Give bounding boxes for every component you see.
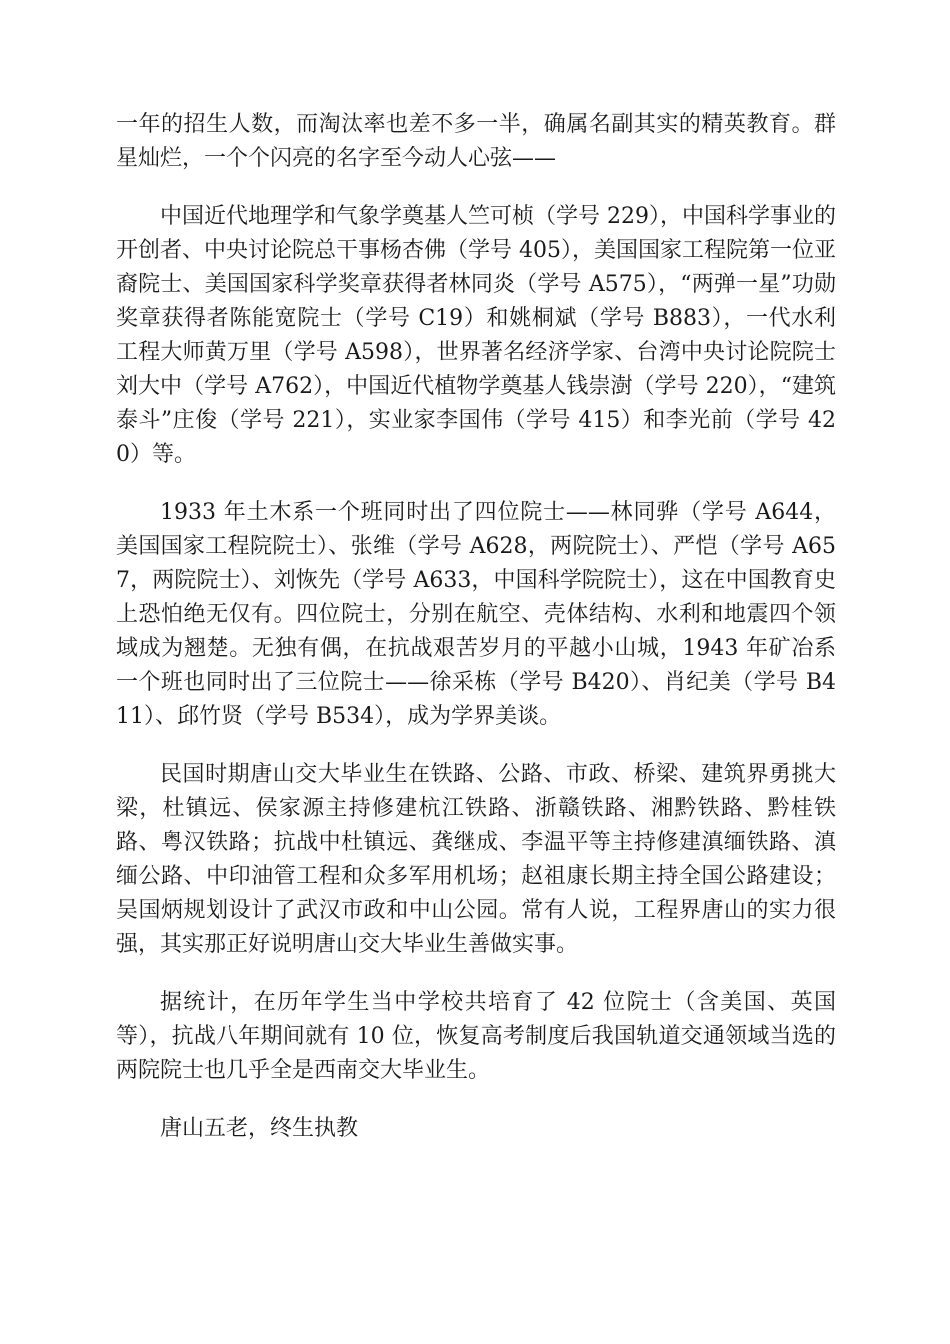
document-body: [116, 108, 836, 1170]
paragraph-notable-alumni: 中国近代地理学和气象学奠基人竺可桢（学号 229），中国科学事业的开创者、中央讨论院总干事杨杏佛（学号 405），美国国家工程院第一位亚裔院士、美国国家科学奖章获得者林同炎（学号 A575），“两弹一星”功勋奖章获得者陈能宽院士（学号 C19）和姚桐斌（学号 B883），一代水利工程大师黄万里（学号 A598），世界著名经济学家、台湾中央讨论院院士刘大中（学号 A762），中国近代植物学奠基人钱崇澍（学号 220），“建筑泰斗”庄俊（学号 221），实业家李国伟（学号 415）和李光前（学号 420）等。: [116, 204, 836, 467]
paragraph-continuation: 一年的招生人数，而淘汰率也差不多一半，确属名副其实的精英教育。群星灿烂，一个个闪亮的名字至今动人心弦——: [116, 112, 836, 171]
paragraph-academician-statistics: 据统计，在历年学生当中学校共培育了 42 位院士（含美国、英国等），抗战八年期间就有 10 位，恢复高考制度后我国轨道交通领域当选的两院院士也几乎全是西南交大毕业生。: [116, 990, 836, 1083]
section-heading: 唐山五老，终生执教: [160, 1116, 359, 1141]
paragraph-engineering-graduates: 民国时期唐山交大毕业生在铁路、公路、市政、桥梁、建筑界勇挑大梁，杜镇远、侯家源主持修建杭江铁路、浙赣铁路、湘黔铁路、黔桂铁路、粤汉铁路；抗战中杜镇远、龚继成、李温平等主持修建滇缅铁路、滇缅公路、中印油管工程和众多军用机场；赵祖康长期主持全国公路建设；吴国炳规划设计了武汉市政和中山公园。常有人说，工程界唐山的实力很强，其实那正好说明唐山交大毕业生善做实事。: [116, 762, 836, 957]
paragraph-1933-civil-class: 1933 年土木系一个班同时出了四位院士——林同骅（学号 A644，美国国家工程院院士）、张维（学号 A628，两院院士）、严恺（学号 A657，两院院士）、刘恢先（学号 A633，中国科学院院士），这在中国教育史上恐怕绝无仅有。四位院士，分别在航空、壳体结构、水利和地震四个领域成为翘楚。无独有偶，在抗战艰苦岁月的平越小山城，1943 年矿冶系一个班也同时出了三位院士——徐采栋（学号 B420）、肖纪美（学号 B411）、邱竹贤（学号 B534），成为学界美谈。: [116, 500, 836, 729]
